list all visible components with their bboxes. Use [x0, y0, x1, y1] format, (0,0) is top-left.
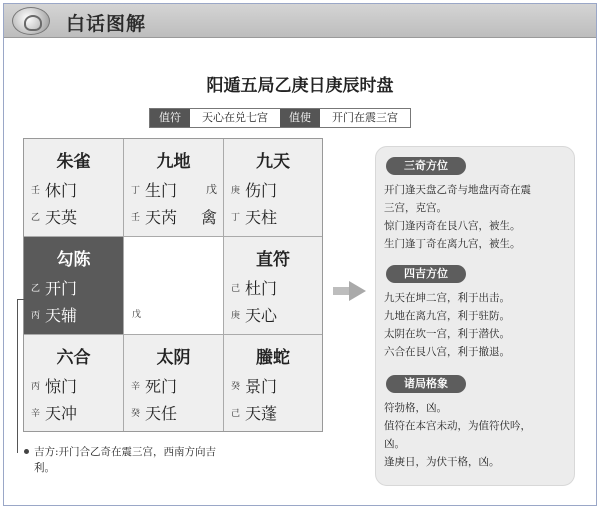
palace-cell [224, 335, 322, 431]
palace-stem: 丙 [31, 310, 41, 321]
palace-cell [124, 335, 224, 431]
palace-star: 天辅 [45, 305, 78, 325]
bullet-icon [24, 449, 29, 454]
palace-cell [224, 139, 322, 237]
section-line: 三宫，克宫。 [384, 202, 447, 214]
zhishi-key: 值使 [280, 109, 320, 127]
nine-palace-grid [23, 138, 323, 432]
section-body [384, 181, 572, 253]
section-line: 生门逢丁奇在离九宫，被生。 [384, 238, 521, 250]
palace-cell [24, 335, 124, 431]
palace-door: 死门 [145, 376, 178, 396]
palace-deity: 六合 [56, 348, 91, 368]
right-arrow-icon [333, 280, 367, 302]
palace-stem: 丙 [31, 381, 41, 392]
palace-star: 天芮 [145, 207, 178, 227]
palace-door: 伤门 [245, 180, 278, 200]
palace-cell-center [124, 237, 224, 335]
chart-title: 阳遁五局乙庚日庚辰时盘 [206, 76, 394, 96]
header-bar [4, 4, 596, 38]
center-stem: 戊 [132, 310, 142, 320]
palace-deity: 勾陈 [56, 250, 91, 270]
note-bracket-line [17, 299, 25, 453]
palace-stem: 丁 [231, 212, 241, 223]
palace-star: 天心 [245, 305, 278, 325]
palace-deity: 螣蛇 [256, 348, 290, 368]
note-text: 开门合乙奇在震三宫，西南方向吉利。 [34, 446, 217, 474]
palace-extra: 戊 [206, 183, 217, 196]
palace-stem: 己 [231, 283, 241, 294]
note-label: 吉方: [34, 446, 59, 458]
section-line: 六合在艮八宫，利于撤退。 [384, 346, 510, 358]
section-line: 九天在坤二宫，利于出击。 [384, 292, 510, 304]
palace-extra: 禽 [200, 207, 217, 227]
section-title: 诸局格象 [386, 375, 466, 393]
book-emblem-icon [12, 7, 50, 35]
header-title: 白话图解 [66, 13, 147, 35]
palace-stem: 壬 [131, 212, 141, 223]
palace-deity: 九地 [156, 152, 191, 172]
palace-star: 天任 [145, 403, 178, 423]
section-line: 凶。 [384, 438, 405, 450]
section-title: 三奇方位 [386, 157, 466, 175]
palace-deity: 太阴 [156, 348, 191, 368]
analysis-panel [375, 146, 575, 486]
palace-cell [24, 139, 124, 237]
palace-stem: 壬 [31, 185, 41, 196]
palace-door: 杜门 [245, 278, 278, 298]
tag-bar [149, 108, 411, 128]
zhishi-value: 开门在震三宫 [320, 109, 410, 127]
palace-stem: 辛 [131, 381, 141, 392]
palace-door: 生门 [145, 180, 178, 200]
palace-star: 天英 [45, 207, 78, 227]
palace-stem: 癸 [231, 381, 241, 392]
palace-door: 景门 [245, 376, 278, 396]
palace-stem: 癸 [131, 408, 141, 419]
palace-cell [124, 139, 224, 237]
section-line: 逢庚日，为伏干格，凶。 [384, 456, 500, 468]
section-title: 四吉方位 [386, 265, 466, 283]
section-line: 九地在离九宫，利于驻防。 [384, 310, 510, 322]
palace-door: 惊门 [45, 376, 78, 396]
palace-stem: 辛 [31, 408, 41, 419]
section-line: 符勃格，凶。 [384, 402, 447, 414]
section-line: 值符在本宫未动，为值符伏吟， [384, 420, 531, 432]
palace-cell [224, 237, 322, 335]
palace-star: 天柱 [245, 207, 278, 227]
palace-cell-highlighted [24, 237, 124, 335]
palace-star: 天蓬 [245, 403, 278, 423]
section-line: 惊门逢丙奇在艮八宫，被生。 [384, 220, 521, 232]
palace-stem: 乙 [31, 283, 41, 294]
section-line: 太阴在坎一宫，利于潜伏。 [384, 328, 510, 340]
palace-stem: 庚 [231, 310, 241, 321]
auspicious-note [34, 444, 224, 476]
palace-stem: 己 [231, 408, 241, 419]
palace-star: 天冲 [45, 403, 78, 423]
section-line: 开门逢天盘乙奇与地盘丙奇在震 [384, 184, 531, 196]
palace-deity: 九天 [256, 152, 290, 172]
palace-door: 休门 [45, 180, 78, 200]
palace-stem: 丁 [131, 185, 141, 196]
palace-stem: 乙 [31, 212, 41, 223]
palace-deity: 朱雀 [56, 152, 91, 172]
section-body [384, 289, 572, 361]
zhifu-key: 值符 [150, 109, 190, 127]
palace-deity: 直符 [256, 250, 290, 270]
section-body [384, 399, 572, 471]
palace-stem: 庚 [231, 185, 241, 196]
palace-door: 开门 [45, 278, 78, 298]
zhifu-value: 天心在兑七宫 [190, 109, 280, 127]
